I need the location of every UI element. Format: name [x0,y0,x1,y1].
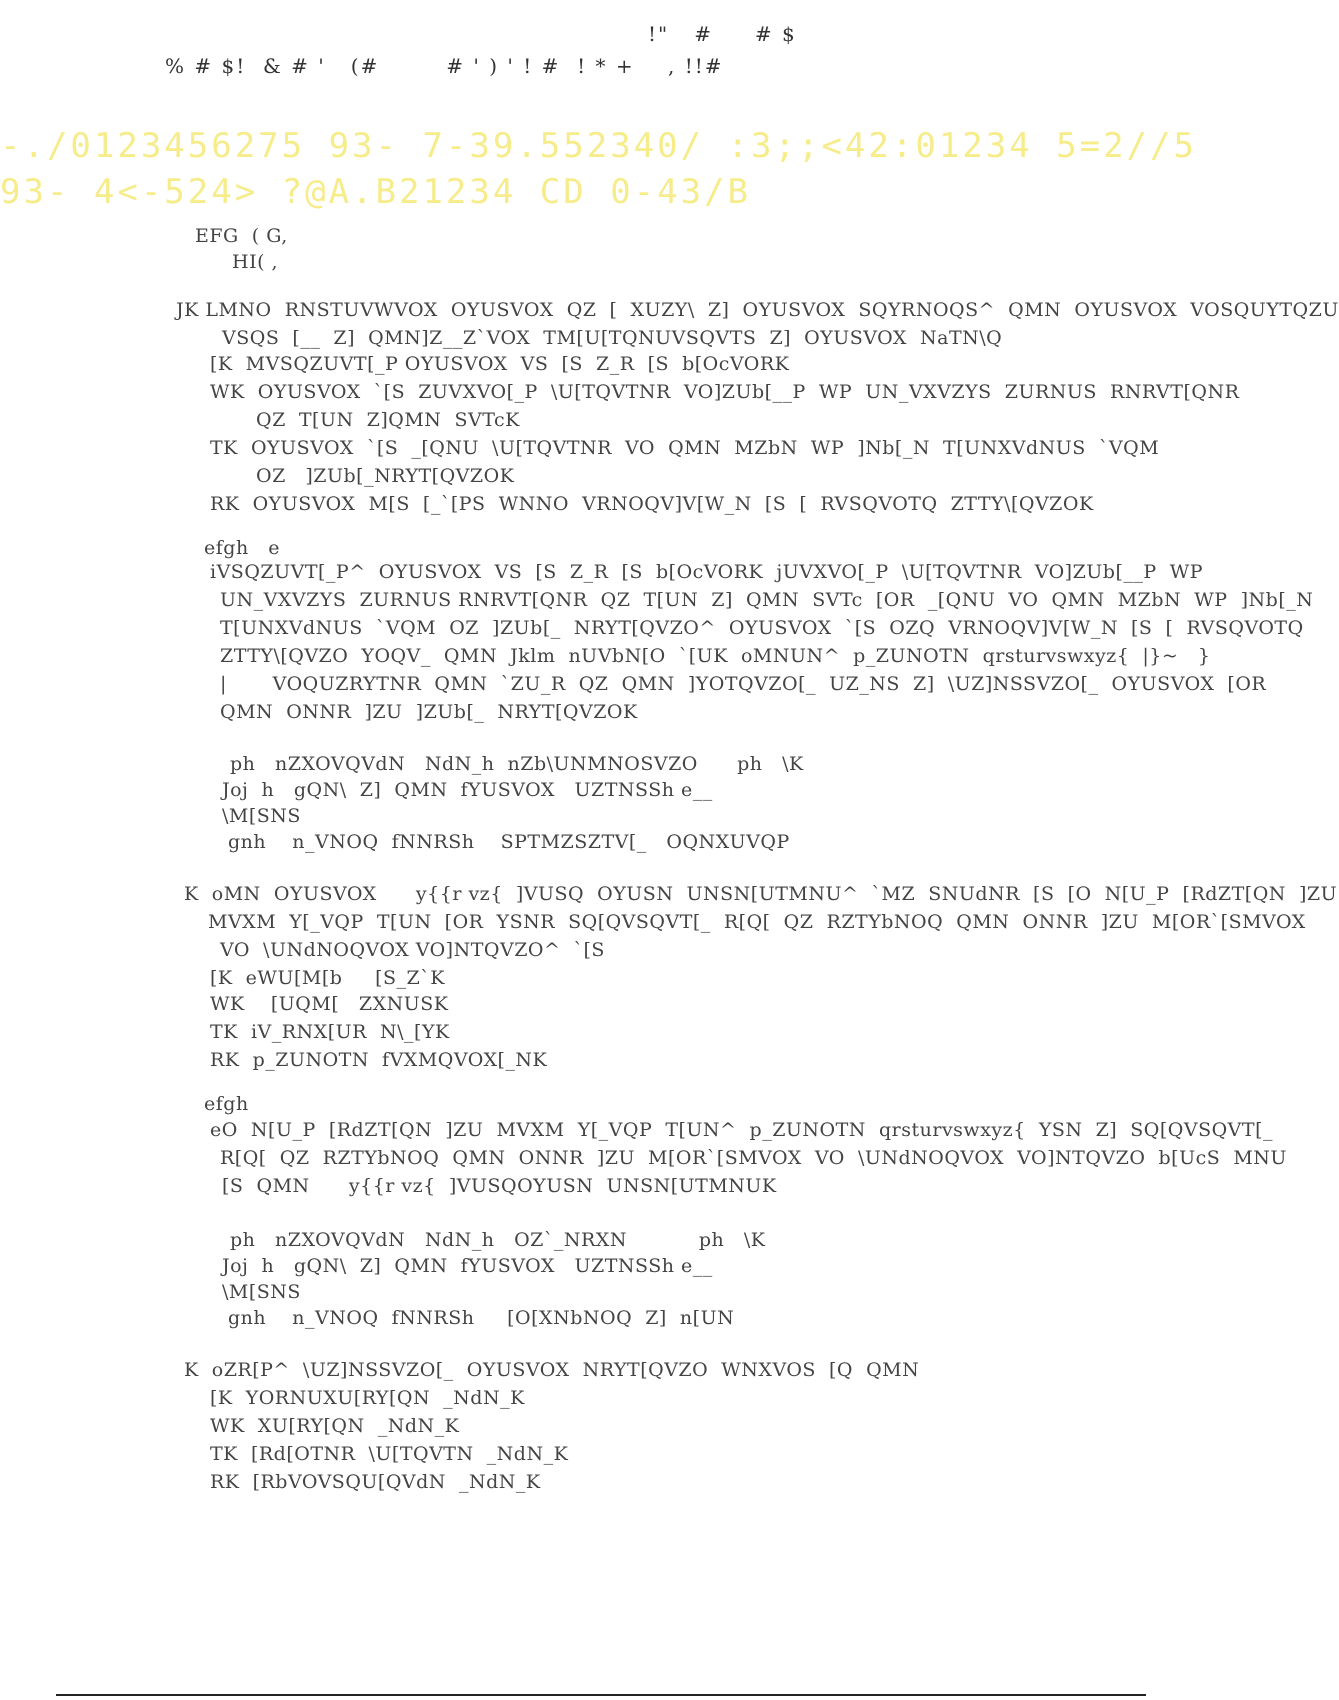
text-line: | VOQUZRYTNR QMN `ZU_R QZ QMN ]YOTQVZO[_ UZ_NS Z] \UZ]NSSVZO[_ OYUSVOX [OR [220,673,1267,695]
text-line: RK [RbVOVSQU[QVdN _NdN_K [210,1471,541,1493]
text-line: RK p_ZUNOTN fVXMQVOX[_NK [210,1049,548,1071]
text-line: gnh n_VNOQ fNNRSh [O[XNbNOQ Z] n[UN [228,1307,735,1329]
text-line: QMN ONNR ]ZU ]ZUb[_ NRYT[QVZOK [220,701,638,723]
header-line-1: !" # # $ [648,22,797,46]
text-line: T[UNXVdNUS `VQM OZ ]ZUb[_ NRYT[QVZO^ OYUSVOX `[S OZQ VRNOQV]V[W_N [S [ RVSQVOTQ [220,617,1304,639]
text-line: Joj h gQN\ Z] QMN fYUSVOX UZTNSSh e__ [222,1255,713,1277]
text-line: UN_VXVZYS ZURNUS RNRVT[QNR QZ T[UN Z] QMN SVTc [OR _[QNU VO QMN MZbN WP ]Nb[_N [220,589,1314,611]
text-line: WK [UQM[ ZXNUSK [210,993,449,1015]
text-line: [K YORNUXU[RY[QN _NdN_K [210,1387,525,1409]
text-line: efgh [204,1093,249,1115]
text-line: WK OYUSVOX `[S ZUVXVO[_P \U[TQVTNR VO]ZUb[__P WP UN_VXVZYS ZURNUS RNRVT[QNR [210,381,1240,403]
text-line: \M[SNS [222,805,301,827]
text-line: efgh e [204,537,281,559]
text-line: [K MVSQZUVT[_P OYUSVOX VS [S Z_R [S b[OcVORK [210,353,790,375]
text-line: [S QMN y{{r vz{ ]VUSQOYUSN UNSN[UTMNUK [222,1175,777,1197]
watermark-line-1: -./0123456275 93- 7-39.552340/ :3;;<42:01234 5=2//5 [0,126,1197,166]
text-line: QZ T[UN Z]QMN SVTcK [256,409,520,431]
text-line: WK XU[RY[QN _NdN_K [210,1415,460,1437]
text-line: VO \UNdNOQVOX VO]NTQVZO^ `[S [220,939,605,961]
text-line: ph nZXOVQVdN NdN_h nZb\UNMNOSVZO ph \K [230,753,804,775]
header-line-2: % # $! & # ' (# # ' ) ' ! # ! * + , !!# [165,54,724,78]
text-line: iVSQZUVT[_P^ OYUSVOX VS [S Z_R [S b[OcVORK jUVXVO[_P \U[TQVTNR VO]ZUb[__P WP [210,561,1204,583]
watermark-line-2: 93- 4<-524> ?@A.B21234 CD 0-43/B [0,172,752,212]
text-line: K oZR[P^ \UZ]NSSVZO[_ OYUSVOX NRYT[QVZO WNXVOS [Q QMN [184,1359,920,1381]
text-line: JK LMNO RNSTUVWVOX OYUSVOX QZ [ XUZY\ Z] OYUSVOX SQYRNOQS^ QMN OYUSVOX VOSQUYTQZU [176,299,1339,321]
text-line: ZTTY\[QVZO YOQV_ QMN Jklm nUVbN[O `[UK oMNUN^ p_ZUNOTN qrsturvswxyz{ |}~ } [220,645,1211,667]
text-line: eO N[U_P [RdZT[QN ]ZU MVXM Y[_VQP T[UN^ p_ZUNOTN qrsturvswxyz{ YSN Z] SQ[QVSQVT[_ [210,1119,1273,1141]
text-line: ph nZXOVQVdN NdN_h OZ`_NRXN ph \K [230,1229,766,1251]
text-line: HI( , [232,251,279,273]
text-line: gnh n_VNOQ fNNRSh SPTMZSZTV[_ OQNXUVQP [228,831,790,853]
text-line: MVXM Y[_VQP T[UN [OR YSNR SQ[QVSQVT[_ R[Q[ QZ RZTYbNOQ QMN ONNR ]ZU M[OR`[SMVOX [208,911,1306,933]
text-line: VSQS [__ Z] QMN]Z__Z`VOX TM[U[TQNUVSQVTS Z] OYUSVOX NaTN\Q [222,327,1003,349]
text-line: OZ ]ZUb[_NRYT[QVZOK [256,465,515,487]
text-line: TK [Rd[OTNR \U[TQVTN _NdN_K [210,1443,569,1465]
text-line: [K eWU[M[b [S_Z`K [210,967,445,989]
text-line: EFG ( G, [195,225,288,247]
text-line: \M[SNS [222,1281,301,1303]
text-line: R[Q[ QZ RZTYbNOQ QMN ONNR ]ZU M[OR`[SMVOX VO \UNdNOQVOX VO]NTQVZO b[UcS MNU [220,1147,1287,1169]
footer-rule [56,1694,1146,1696]
text-line: TK OYUSVOX `[S _[QNU \U[TQVTNR VO QMN MZbN WP ]Nb[_N T[UNXVdNUS `VQM [210,437,1160,459]
text-line: RK OYUSVOX M[S [_`[PS WNNO VRNOQV]V[W_N [S [ RVSQVOTQ ZTTY\[QVZOK [210,493,1094,515]
text-line: K oMN OYUSVOX y{{r vz{ ]VUSQ OYUSN UNSN[UTMNU^ `MZ SNUdNR [S [O N[U_P [RdZT[QN ]ZU [184,883,1338,905]
text-line: TK iV_RNX[UR N\_[YK [210,1021,450,1043]
text-line: Joj h gQN\ Z] QMN fYUSVOX UZTNSSh e__ [222,779,713,801]
